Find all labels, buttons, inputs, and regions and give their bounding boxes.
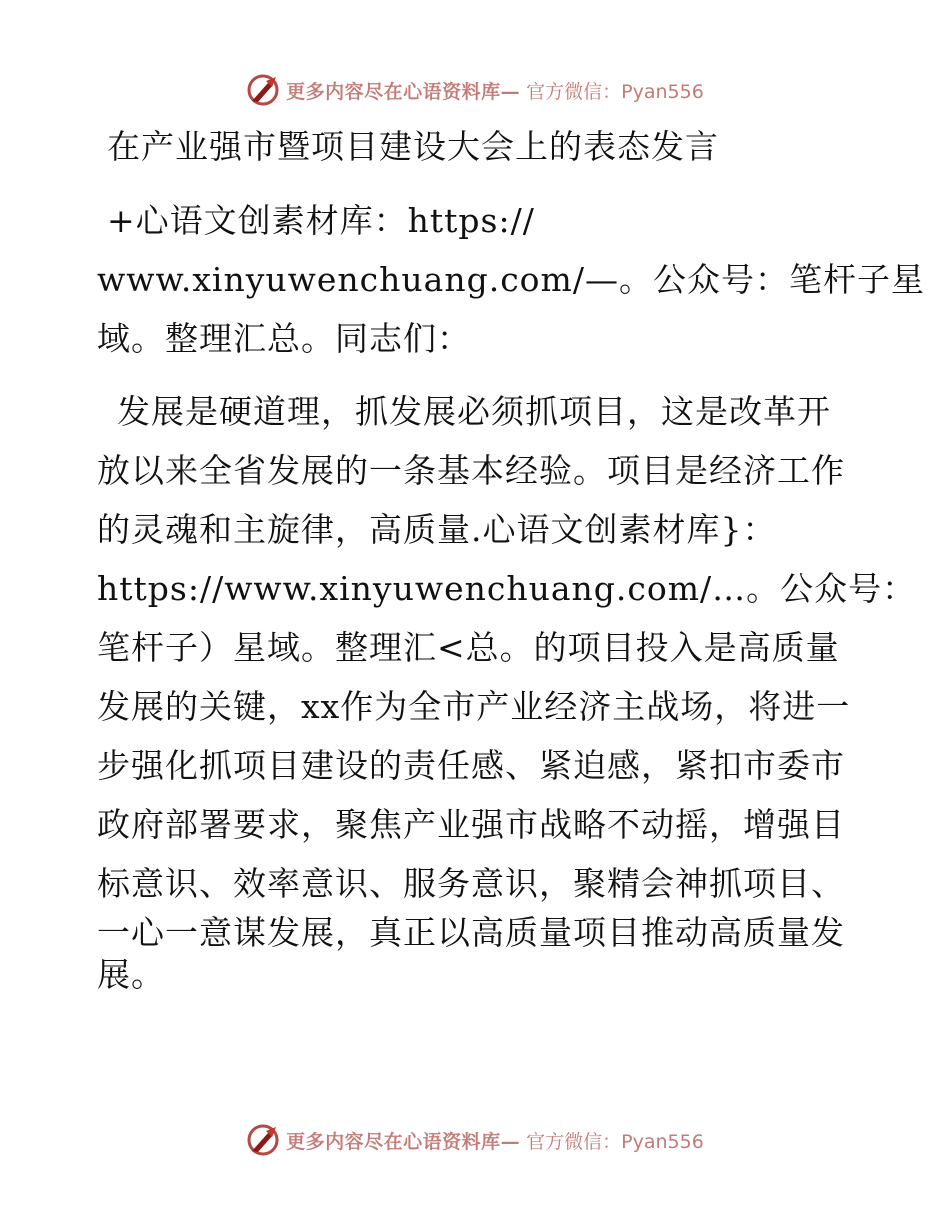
body-line-1: +心语文创素材库：https:// <box>107 201 535 240</box>
body-line-14: 展。 <box>97 955 165 994</box>
brush-logo-icon <box>246 1123 280 1157</box>
body-line-4: 发展是硬道理，抓发展必须抓项目，这是改革开 <box>117 392 831 431</box>
body-line-9: 发展的关键，xx作为全市产业经济主战场，将进一 <box>97 687 851 726</box>
body-line-10: 步强化抓项目建设的责任感、紧迫感，紧扣市委市 <box>97 746 845 785</box>
body-line-2: www.xinyuwenchuang.com/—。公众号：笔杆子星 <box>97 260 925 299</box>
header-watermark <box>0 70 950 110</box>
footer-promo-text: 更多内容尽在心语资料库— <box>286 1130 521 1153</box>
brush-logo-icon <box>246 73 280 107</box>
body-line-11: 政府部署要求，聚焦产业强市战略不动摇，增强目 <box>97 805 845 844</box>
body-line-12: 标意识、效率意识、服务意识，聚精会神抓项目、 <box>97 864 845 903</box>
body-line-13: 一心一意谋发展，真正以高质量项目推动高质量发 <box>97 913 845 952</box>
document-title: 在产业强市暨项目建设大会上的表态发言 <box>107 127 719 166</box>
body-line-8: 笔杆子）星域。整理汇<总。的项目投入是高质量 <box>97 628 840 667</box>
footer-watermark <box>0 1120 950 1160</box>
body-line-6: 的灵魂和主旋律，高质量.心语文创素材库}： <box>97 510 777 549</box>
header-promo-text: 更多内容尽在心语资料库— <box>286 80 521 103</box>
body-line-5: 放以来全省发展的一条基本经验。项目是经济工作 <box>97 451 845 490</box>
footer-wechat-text: 官方微信：Pyan556 <box>526 1130 704 1153</box>
header-wechat-text: 官方微信：Pyan556 <box>526 80 704 103</box>
body-line-7: https://www.xinyuwenchuang.com/…。公众号： <box>97 569 917 608</box>
body-line-3: 域。整理汇总。同志们： <box>97 319 471 358</box>
